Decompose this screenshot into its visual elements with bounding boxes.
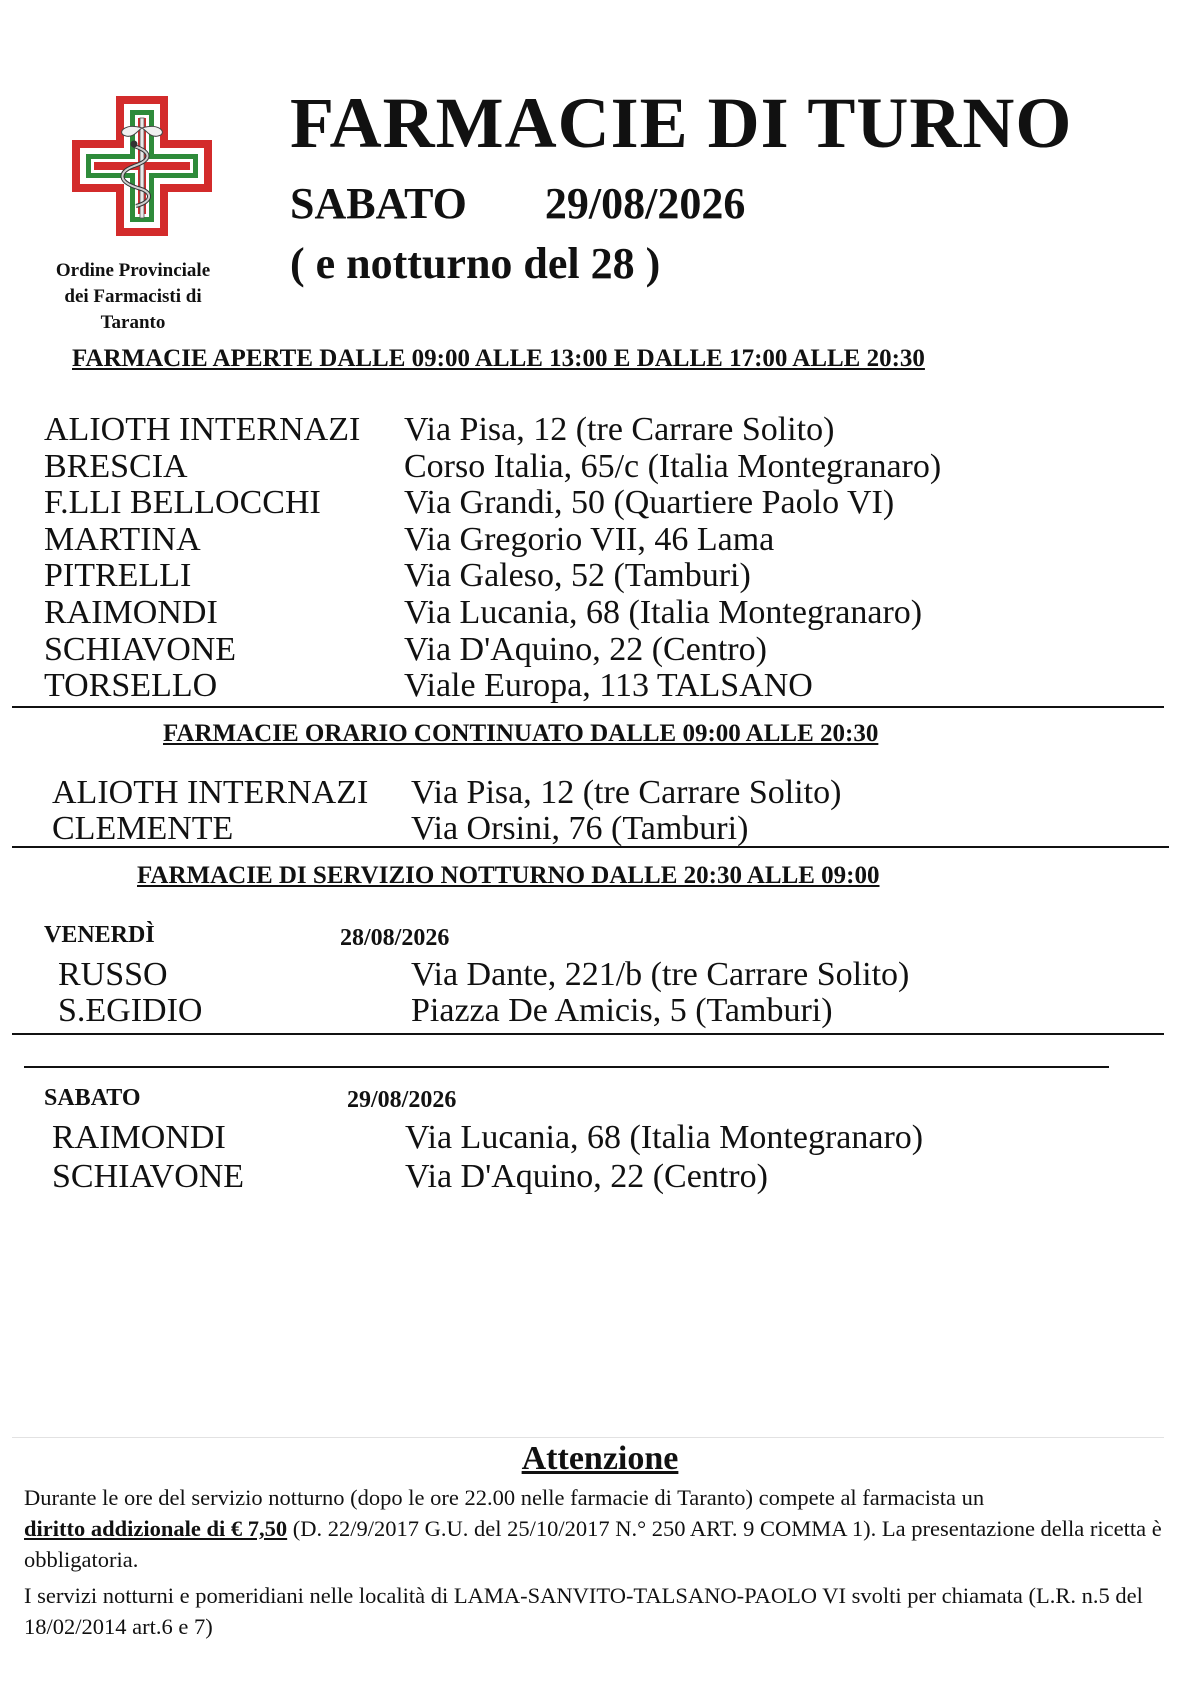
pharmacy-row (52, 811, 1152, 847)
pharmacy-address: Corso Italia, 65/c (Italia Montegranaro) (404, 447, 942, 485)
night-date-saturday: 29/08/2026 (347, 1087, 457, 1113)
day-date-line (290, 178, 745, 229)
notice-title: Attenzione (521, 1440, 679, 1477)
pharmacy-address: Via Galeso, 52 (Tamburi) (404, 557, 751, 595)
pharmacy-row (44, 449, 1144, 485)
pharmacy-row (52, 775, 1152, 811)
org-line-1: Ordine Provinciale (55, 260, 211, 281)
pharmacy-name: S.EGIDIO (58, 992, 203, 1029)
pharmacy-name: F.LLI BELLOCCHI (44, 484, 321, 522)
pharmacy-address: Via Grandi, 50 (Quartiere Paolo VI) (404, 484, 895, 522)
notice-fee-highlight: diritto addizionale di € 7,50 (24, 1516, 288, 1541)
divider (12, 1033, 1164, 1035)
pharmacy-address: Via Gregorio VII, 46 Lama (404, 520, 775, 558)
pharmacy-address: Piazza De Amicis, 5 (Tamburi) (411, 992, 833, 1029)
day-label: SABATO (290, 179, 467, 228)
pharmacy-cross-logo-icon (72, 96, 212, 236)
pharmacy-name: RAIMONDI (52, 1119, 226, 1156)
pharmacy-row (44, 522, 1144, 558)
divider (24, 1066, 1109, 1068)
pharmacy-name: PITRELLI (44, 557, 192, 595)
pharmacy-row (44, 632, 1144, 668)
date-label: 29/08/2026 (544, 179, 746, 228)
divider (12, 706, 1164, 708)
org-line-3: Taranto (100, 312, 166, 333)
pharmacy-address: Via D'Aquino, 22 (Centro) (405, 1158, 768, 1195)
night-date-friday: 28/08/2026 (340, 925, 450, 951)
pharmacy-address: Via Lucania, 68 (Italia Montegranaro) (404, 594, 923, 631)
notice-text-1: Durante le ore del servizio notturno (dopo le ore 22.00 nelle farmacie di Taranto) compete al farmacista un (24, 1485, 985, 1510)
night-day-friday: VENERDÌ (44, 922, 155, 948)
pharmacy-name: SCHIAVONE (52, 1158, 245, 1195)
notice-text-2: (D. 22/9/2017 G.U. del 25/10/2017 N.° 250 ART. 9 COMMA 1). La presentazione della ricetta è obbligatoria. (24, 1516, 1162, 1572)
org-line-2: dei Farmacisti di (64, 286, 202, 307)
divider (12, 1437, 1164, 1438)
pharmacy-row (58, 957, 1158, 993)
pharmacy-row (44, 668, 1144, 704)
pharmacy-name: BRESCIA (44, 447, 188, 485)
divider (12, 846, 1169, 848)
pharmacy-row (52, 1120, 1152, 1156)
pharmacy-row (44, 485, 1144, 521)
pharmacy-row (52, 1159, 1152, 1195)
notice-paragraph-1 (24, 1482, 1174, 1575)
night-day-saturday: SABATO (44, 1085, 141, 1111)
pharmacy-name: ALIOTH INTERNAZI (52, 774, 369, 811)
pharmacy-row (58, 993, 1158, 1029)
organization-name (28, 258, 238, 336)
pharmacy-address: Via Orsini, 76 (Tamburi) (411, 810, 749, 847)
section-heading-night: FARMACIE DI SERVIZIO NOTTURNO DALLE 20:30 ALLE 09:00 (137, 862, 880, 889)
section-heading-open-hours: FARMACIE APERTE DALLE 09:00 ALLE 13:00 E DALLE 17:00 ALLE 20:30 (72, 345, 925, 372)
pharmacy-address: Via Lucania, 68 (Italia Montegranaro) (405, 1119, 924, 1156)
pharmacy-address: Via Pisa, 12 (tre Carrare Solito) (411, 774, 842, 811)
pharmacy-name: TORSELLO (44, 667, 218, 705)
pharmacy-name: ALIOTH INTERNAZI (44, 411, 361, 448)
pharmacy-address: Via Pisa, 12 (tre Carrare Solito) (404, 411, 835, 448)
night-note: ( e notturno del 28 ) (290, 239, 661, 288)
pharmacy-name: MARTINA (44, 520, 201, 558)
pharmacy-name: RAIMONDI (44, 594, 218, 631)
pharmacy-row (44, 595, 1144, 631)
pharmacy-row (44, 412, 1144, 448)
pharmacy-name: RUSSO (58, 956, 168, 993)
pharmacy-name: SCHIAVONE (44, 630, 237, 668)
pharmacy-address: Viale Europa, 113 TALSANO (404, 667, 813, 705)
pharmacy-address: Via D'Aquino, 22 (Centro) (404, 630, 767, 668)
page-title: FARMACIE DI TURNO (290, 83, 1073, 163)
notice-paragraph-2: I servizi notturni e pomeridiani nelle località di LAMA-SANVITO-TALSANO-PAOLO VI svolti per chiamata (L.R. n.5 del 18/02/2014 art.6 e 7) (24, 1583, 1143, 1639)
pharmacy-name: CLEMENTE (52, 810, 234, 847)
pharmacy-row (44, 558, 1144, 594)
pharmacy-address: Via Dante, 221/b (tre Carrare Solito) (411, 956, 910, 993)
section-heading-continuous: FARMACIE ORARIO CONTINUATO DALLE 09:00 ALLE 20:30 (163, 720, 879, 747)
